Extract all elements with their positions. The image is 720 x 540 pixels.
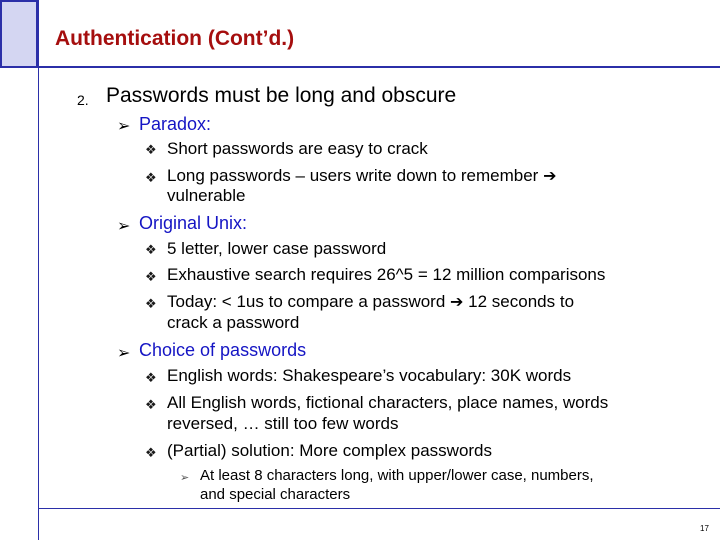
title-underline — [38, 66, 720, 68]
implies-arrow-icon: ➔ — [450, 294, 464, 311]
list-item: All English words, fictional characters, place names, words — [167, 393, 609, 412]
list-item: Short passwords are easy to crack — [167, 139, 428, 158]
list-item: Exhaustive search requires 26^5 = 12 million comparisons — [167, 265, 606, 284]
list-item-continuation: vulnerable — [167, 186, 246, 205]
sub-arrow-bullet-icon: ➢ — [180, 472, 190, 484]
diamond-bullet-icon: ❖ — [145, 170, 157, 185]
diamond-bullet-icon: ❖ — [145, 242, 157, 257]
footer-rule — [38, 508, 720, 509]
list-item — [167, 166, 556, 186]
arrow-bullet-icon: ➢ — [117, 118, 131, 135]
list-item-text: Today: < 1us to compare a password — [167, 292, 446, 311]
corner-decoration — [0, 0, 38, 68]
diamond-bullet-icon: ❖ — [145, 269, 157, 284]
diamond-bullet-icon: ❖ — [145, 296, 157, 311]
list-number: 2. — [77, 92, 89, 108]
list-item: (Partial) solution: More complex passwords — [167, 441, 493, 460]
sub-list-item-continuation: and special characters — [200, 486, 351, 503]
left-rule — [38, 0, 39, 540]
list-item: English words: Shakespeare’s vocabulary: 30K words — [167, 366, 572, 385]
sub-list-item: At least 8 characters long, with upper/lower case, numbers, — [200, 467, 594, 484]
arrow-bullet-icon: ➢ — [117, 345, 131, 362]
list-item-text: Long passwords – users write down to remember — [167, 166, 539, 185]
diamond-bullet-icon: ❖ — [145, 370, 157, 385]
implies-arrow-icon: ➔ — [543, 168, 557, 185]
section-label-unix: Original Unix: — [139, 213, 248, 233]
diamond-bullet-icon: ❖ — [145, 397, 157, 412]
list-item-text: 12 seconds to — [468, 292, 575, 311]
diamond-bullet-icon: ❖ — [145, 142, 157, 157]
list-item: 5 letter, lower case password — [167, 239, 387, 258]
main-heading: Passwords must be long and obscure — [106, 84, 457, 107]
list-item — [167, 292, 574, 312]
section-label-choice: Choice of passwords — [139, 340, 307, 360]
list-item-continuation: reversed, … still too few words — [167, 414, 399, 433]
section-label-paradox: Paradox: — [139, 114, 212, 134]
arrow-bullet-icon: ➢ — [117, 218, 131, 235]
page-number: 17 — [700, 524, 709, 533]
slide-title: Authentication (Cont’d.) — [55, 27, 295, 50]
diamond-bullet-icon: ❖ — [145, 445, 157, 460]
list-item-continuation: crack a password — [167, 313, 300, 332]
